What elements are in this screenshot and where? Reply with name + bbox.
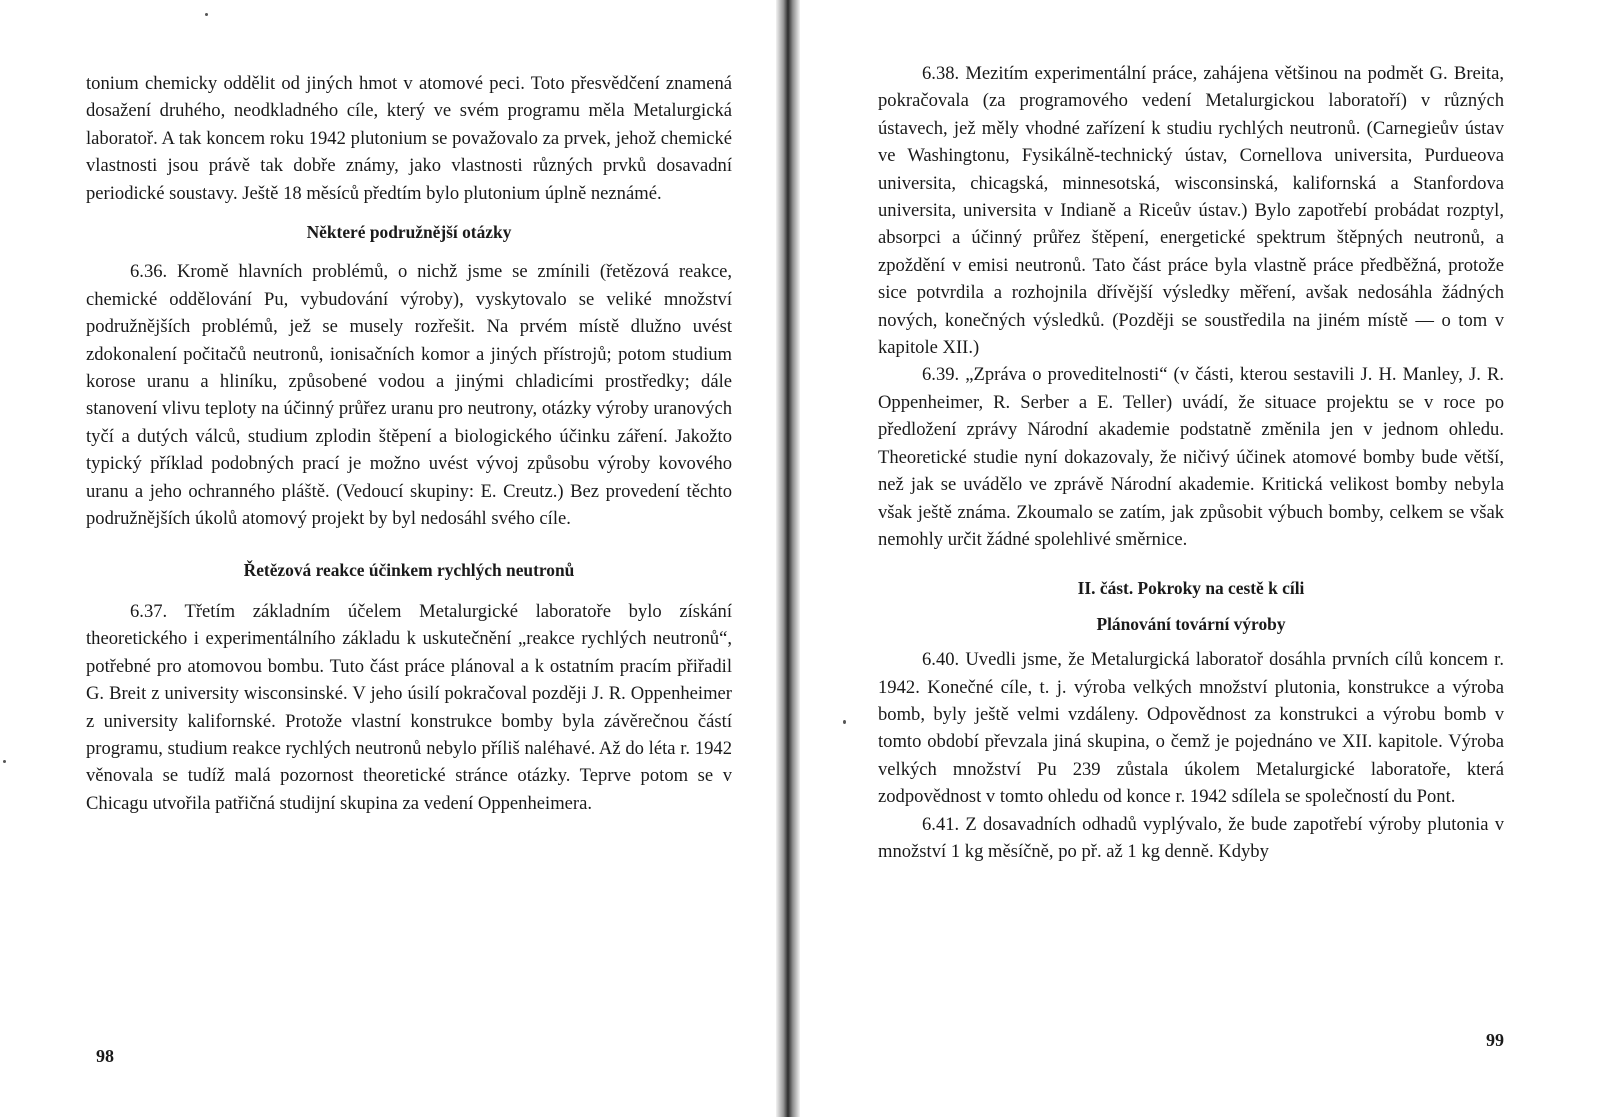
paragraph-6-39: 6.39. „Zpráva o proveditelnosti“ (v části, kterou sestavili J. H. Manley, J. R. Oppenheimer, R. Serber a E. Teller) uvádí, že situace projektu se v roce po předložení zprávy Národní akademie podstatně změnila jen v jednom ohledu. Theoretické studie nyní dokazovaly, že ničivý účinek atomové bomby bude větší, než jak se uvádělo ve zprávě Národní akademie. Kritická velikost bomby nebyla však ještě známa. Zkoumalo se zatím, jak způsobit výbuch bomby, celkem se však nemohly určit žádné spolehlivé směrnice.: [878, 364, 1504, 550]
paragraph-6-40: 6.40. Uvedli jsme, že Metalurgická laboratoř dosáhla prvních cílů koncem r. 1942. Konečné cíle, t. j. výroba velkých množství plutonia, konstrukce a výroba bomb, byly ještě velmi vzdáleny. Odpovědnost za konstrukci a výrobu bomb v tomto období převzala jiná skupina, o čemž je pojednáno ve XII. kapitole. Výroba velkých množství Pu 239 zůstala úkolem Metalurgické laboratoře, která zodpovědnost v tomto ohledu od konce r. 1942 sdílela se společností du Pont.: [878, 649, 1504, 808]
left-page-content: [86, 0, 732, 817]
right-page: [878, 0, 1504, 1117]
paragraph-6-37: 6.37. Třetím základním účelem Metalurgické laboratoře bylo získání theoretického i experimentálního základu k uskutečnění „reakce rychlých neutronů“, potřebné pro atomovou bombu. Tuto část práce plánoval a k ostatním pracím přiřadil G. Breit z university wisconsinské. V jeho úsilí pokračoval později J. R. Oppenheimer z university kalifornské. Protože vlastní konstrukce bomby byla závěrečnou částí programu, studium reakce rychlých neutronů nebylo příliš naléhavé. Až do léta r. 1942 věnovala se tudíž malá pozornost theoretické stránce otázky. Teprve potom se v Chicagu utvořila patřičná studijní skupina za vedení Oppenheimera.: [86, 600, 732, 814]
section-heading: Řetězová reakce účinkem rychlých neutronů: [243, 559, 575, 580]
page-number: 99: [1486, 1030, 1504, 1050]
scan-speck: [843, 720, 846, 724]
part-heading: II. část. Pokroky na cestě k cíli: [1077, 578, 1305, 599]
section-heading: Některé podružnější otázky: [306, 222, 512, 243]
paragraph-6-41: 6.41. Z dosavadních odhadů vyplývalo, že bude zapotřebí výroby plutonia v množství 1 kg měsíčně, po př. až 1 kg denně. Kdyby: [878, 813, 1504, 862]
book-gutter: [776, 0, 800, 1117]
page-number: 98: [96, 1046, 114, 1066]
scan-speck: [205, 13, 208, 16]
left-page: [86, 0, 732, 1117]
paragraph-6-36: 6.36. Kromě hlavních problémů, o nichž jsme se zmínili (řetězová reakce, chemické oddělování Pu, vybudování výroby), vyskytovalo se veliké množství podružnějších problémů, jež se musely rozřešit. Na prvém místě dlužno uvést zdokonalení počitačů neutronů, ionisačních komor a jiných přístrojů; potom studium korose uranu a hliníku, způsobené vodou a jinými chladicími prostředky; dále stanovení vlivu teploty na účinný průřez uranu pro neutrony, otázky výroby uranových tyčí a dutých válců, studium zplodin štěpení a biologického účinku záření. Jakožto typický příklad podobných prací je možno uvést vývoj způsobu výroby kovového uranu a jeho ochranného pláště. (Vedoucí skupiny: E. Creutz.) Bez provedení těchto podružnějších úkolů atomový projekt by byl nedosáhl svého cíle.: [86, 261, 732, 530]
section-heading: Plánování tovární výroby: [1096, 613, 1286, 634]
paragraph-continuation: tonium chemicky oddělit od jiných hmot v atomové peci. Toto přesvědčení znamená dosažení druhého, neodkladného cíle, který ve svém programu měla Metalurgická laboratoř. A tak koncem roku 1942 plutonium se považovalo za prvek, jehož chemické vlastnosti jsou právě tak dobře známy, jako vlastnosti různých prvků dosavadní periodické soustavy. Ještě 18 měsíců předtím bylo plutonium úplně neznámé.: [86, 73, 732, 204]
scan-speck: [3, 760, 6, 763]
right-page-content: [878, 0, 1504, 865]
paragraph-6-38: 6.38. Mezitím experimentální práce, zahájena většinou na podmět G. Breita, pokračovala (za programového vedení Metalurgickou laboratoří) v různých ústavech, jež měly vhodné zařízení k studiu rychlých neutronů. (Carnegieův ústav ve Washingtonu, Fysikálně-technický ústav, Cornellova universita, Purdueova universita, chicagská, minnesotská, wisconsinská, kalifornská a Stanfordova universita, universita v Indianě a Riceův ústav.) Bylo zapotřebí probádat rozptyl, absorpci a účinný průřez štěpení, energetické spektrum štěpných neutronů, a zpoždění v emisi neutronů. Tato část práce byla vlastně práce předběžná, protože sice potvrdila a rozhojnila dřívější výsledky měření, avšak nedosáhla žádných nových, konečných výsledků. (Později se soustředila na jiném místě — o tom v kapitole XII.): [878, 63, 1504, 359]
